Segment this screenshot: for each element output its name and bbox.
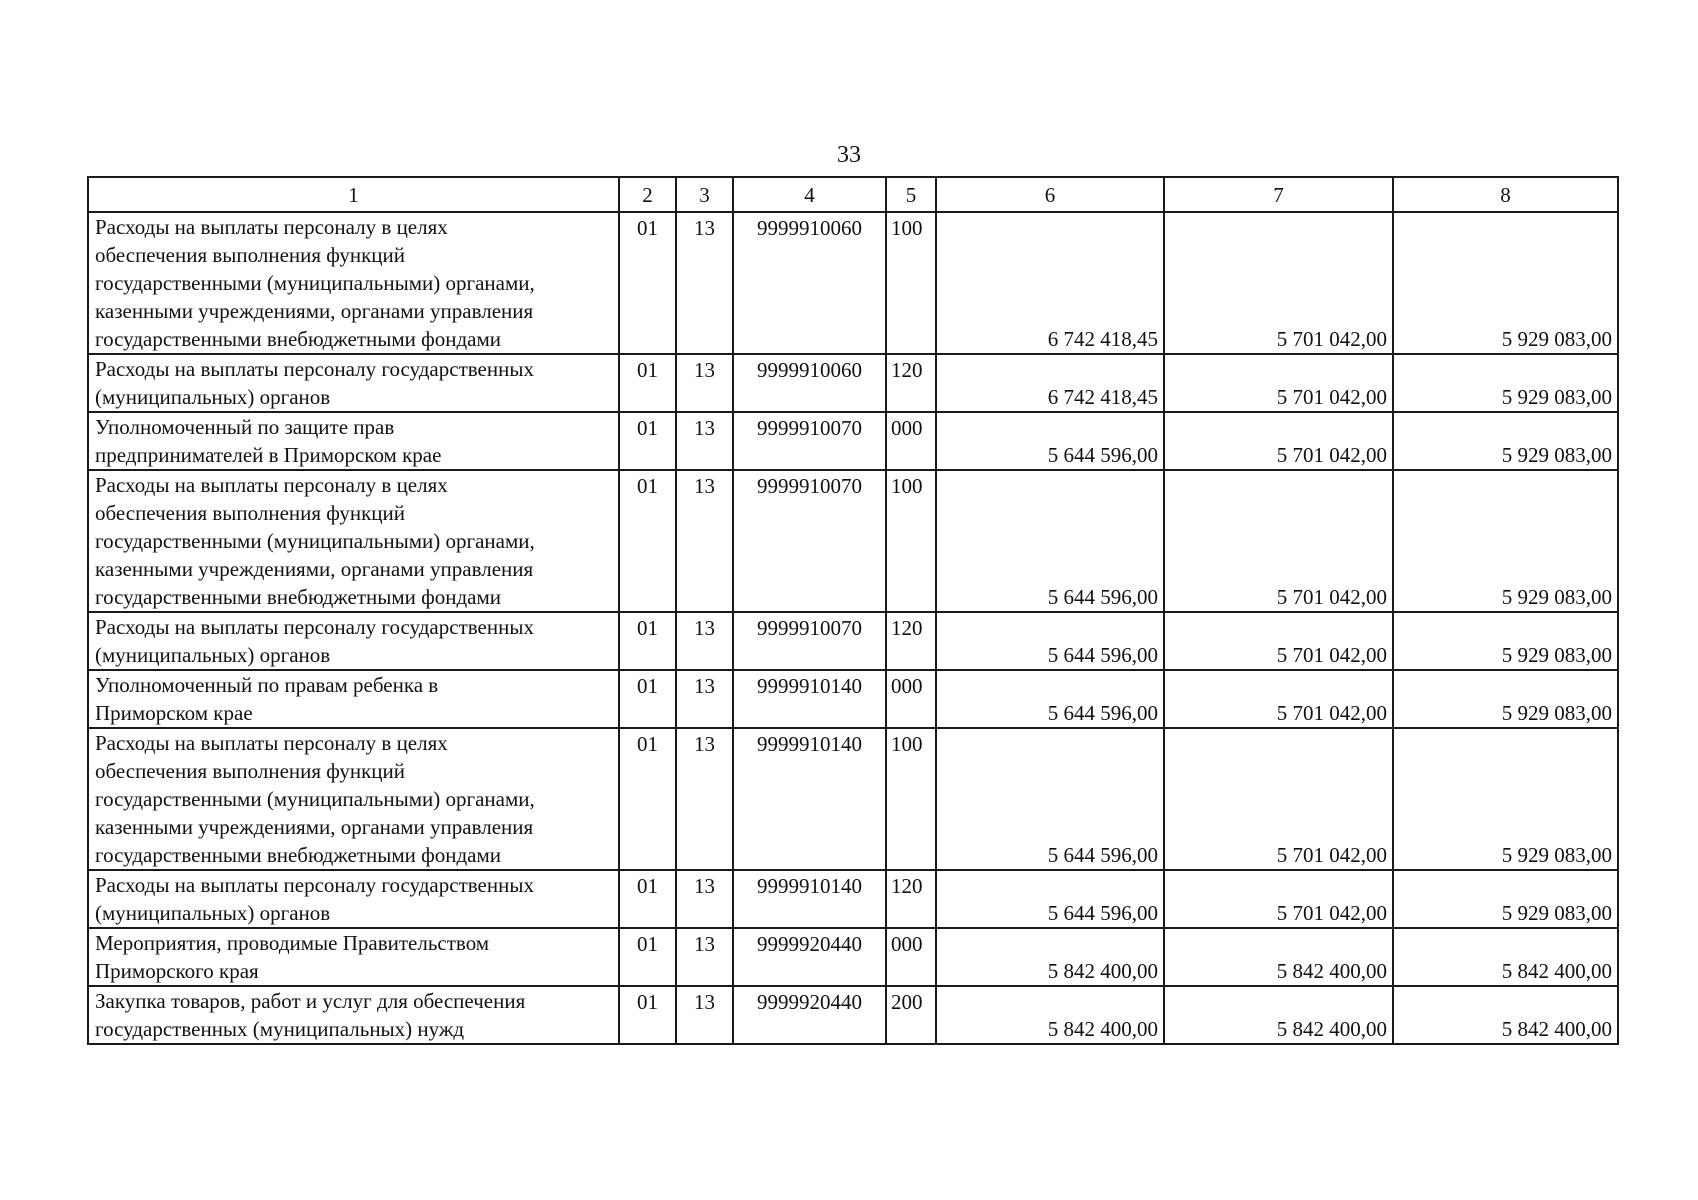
expense-type-code: 000 [886,412,936,470]
section-code: 01 [619,612,676,670]
amount-column-8: 5 929 083,00 [1393,412,1618,470]
amount-column-8: 5 929 083,00 [1393,212,1618,354]
description-line: обеспечения выполнения функций [95,243,406,267]
table-row [88,870,1618,928]
amount-column-6: 6 742 418,45 [936,354,1164,412]
expense-type-code: 100 [886,212,936,354]
amount-column-8: 5 929 083,00 [1393,354,1618,412]
table-body [88,212,1618,1044]
description-line: обеспечения выполнения функций [95,759,406,783]
description-line: государственными внебюджетными фондами [95,585,502,609]
description-line: Расходы на выплаты персоналу в целях [95,473,448,497]
section-code: 01 [619,728,676,870]
target-article-code: 9999910060 [733,212,886,354]
amount-column-7: 5 701 042,00 [1164,870,1393,928]
amount-column-8: 5 929 083,00 [1393,470,1618,612]
table-header [88,177,1618,212]
description-line: государственных (муниципальных) нужд [95,1017,465,1041]
subsection-code: 13 [676,212,733,354]
description-line: казенными учреждениями, органами управления [95,815,534,839]
description-line: Приморском крае [95,701,253,725]
table-row [88,612,1618,670]
expense-type-code: 100 [886,728,936,870]
description-line: Уполномоченный по правам ребенка в [95,673,439,697]
amount-column-7: 5 701 042,00 [1164,470,1393,612]
amount-column-6: 5 644 596,00 [936,670,1164,728]
amount-column-7: 5 842 400,00 [1164,986,1393,1044]
subsection-code: 13 [676,728,733,870]
target-article-code: 9999910070 [733,612,886,670]
amount-column-7: 5 701 042,00 [1164,728,1393,870]
description-line: государственными (муниципальными) органами, [95,529,535,553]
row-description [88,870,619,928]
amount-column-7: 5 701 042,00 [1164,212,1393,354]
amount-column-8: 5 929 083,00 [1393,670,1618,728]
row-description [88,728,619,870]
subsection-code: 13 [676,412,733,470]
target-article-code: 9999920440 [733,928,886,986]
expense-type-code: 000 [886,670,936,728]
subsection-code: 13 [676,470,733,612]
description-line: казенными учреждениями, органами управления [95,557,534,581]
budget-table [87,176,1619,1045]
column-header-2: 2 [619,177,676,212]
description-line: государственными внебюджетными фондами [95,327,502,351]
description-line: Закупка товаров, работ и услуг для обеспечения [95,989,526,1013]
target-article-code: 9999910140 [733,870,886,928]
amount-column-8: 5 929 083,00 [1393,612,1618,670]
amount-column-7: 5 842 400,00 [1164,928,1393,986]
column-header-7: 7 [1164,177,1393,212]
amount-column-6: 5 842 400,00 [936,986,1164,1044]
column-header-6: 6 [936,177,1164,212]
amount-column-6: 5 644 596,00 [936,870,1164,928]
target-article-code: 9999910070 [733,412,886,470]
amount-column-7: 5 701 042,00 [1164,412,1393,470]
table-row [88,212,1618,354]
expense-type-code: 000 [886,928,936,986]
amount-column-8: 5 842 400,00 [1393,986,1618,1044]
expense-type-code: 100 [886,470,936,612]
description-line: обеспечения выполнения функций [95,501,406,525]
section-code: 01 [619,670,676,728]
amount-column-6: 5 644 596,00 [936,412,1164,470]
description-line: Расходы на выплаты персоналу в целях [95,731,448,755]
expense-type-code: 120 [886,354,936,412]
amount-column-8: 5 842 400,00 [1393,928,1618,986]
subsection-code: 13 [676,612,733,670]
description-line: (муниципальных) органов [95,385,331,409]
table-row [88,354,1618,412]
description-line: Расходы на выплаты персоналу государственных [95,873,534,897]
amount-column-6: 5 842 400,00 [936,928,1164,986]
subsection-code: 13 [676,670,733,728]
column-header-5: 5 [886,177,936,212]
target-article-code: 9999910140 [733,670,886,728]
description-line: Расходы на выплаты персоналу в целях [95,215,448,239]
description-line: государственными (муниципальными) органами, [95,787,535,811]
table-row [88,728,1618,870]
section-code: 01 [619,986,676,1044]
row-description [88,986,619,1044]
description-line: государственными внебюджетными фондами [95,843,502,867]
row-description [88,212,619,354]
page-number: 33 [837,142,861,168]
amount-column-7: 5 701 042,00 [1164,354,1393,412]
amount-column-8: 5 929 083,00 [1393,728,1618,870]
row-description [88,470,619,612]
description-line: Расходы на выплаты персоналу государственных [95,357,534,381]
column-header-8: 8 [1393,177,1618,212]
amount-column-7: 5 701 042,00 [1164,670,1393,728]
section-code: 01 [619,470,676,612]
description-line: Приморского края [95,959,259,983]
row-description [88,412,619,470]
amount-column-6: 6 742 418,45 [936,212,1164,354]
amount-column-8: 5 929 083,00 [1393,870,1618,928]
section-code: 01 [619,928,676,986]
section-code: 01 [619,354,676,412]
section-code: 01 [619,212,676,354]
section-code: 01 [619,870,676,928]
section-code: 01 [619,412,676,470]
table-row [88,412,1618,470]
description-line: (муниципальных) органов [95,901,331,925]
description-line: Уполномоченный по защите прав [95,415,395,439]
table-row [88,670,1618,728]
description-line: (муниципальных) органов [95,643,331,667]
expense-type-code: 120 [886,612,936,670]
row-description [88,928,619,986]
subsection-code: 13 [676,354,733,412]
description-line: казенными учреждениями, органами управления [95,299,534,323]
description-line: предпринимателей в Приморском крае [95,443,442,467]
column-header-4: 4 [733,177,886,212]
subsection-code: 13 [676,928,733,986]
amount-column-6: 5 644 596,00 [936,612,1164,670]
target-article-code: 9999910060 [733,354,886,412]
amount-column-6: 5 644 596,00 [936,470,1164,612]
description-line: Мероприятия, проводимые Правительством [95,931,490,955]
row-description [88,670,619,728]
expense-type-code: 120 [886,870,936,928]
amount-column-7: 5 701 042,00 [1164,612,1393,670]
row-description [88,354,619,412]
target-article-code: 9999910140 [733,728,886,870]
column-header-3: 3 [676,177,733,212]
subsection-code: 13 [676,986,733,1044]
column-header-1: 1 [88,177,619,212]
amount-column-6: 5 644 596,00 [936,728,1164,870]
expense-type-code: 200 [886,986,936,1044]
target-article-code: 9999920440 [733,986,886,1044]
description-line: государственными (муниципальными) органами, [95,271,535,295]
table-row [88,470,1618,612]
target-article-code: 9999910070 [733,470,886,612]
table-row [88,928,1618,986]
header-row [88,177,1618,212]
row-description [88,612,619,670]
table-row [88,986,1618,1044]
subsection-code: 13 [676,870,733,928]
description-line: Расходы на выплаты персоналу государственных [95,615,534,639]
